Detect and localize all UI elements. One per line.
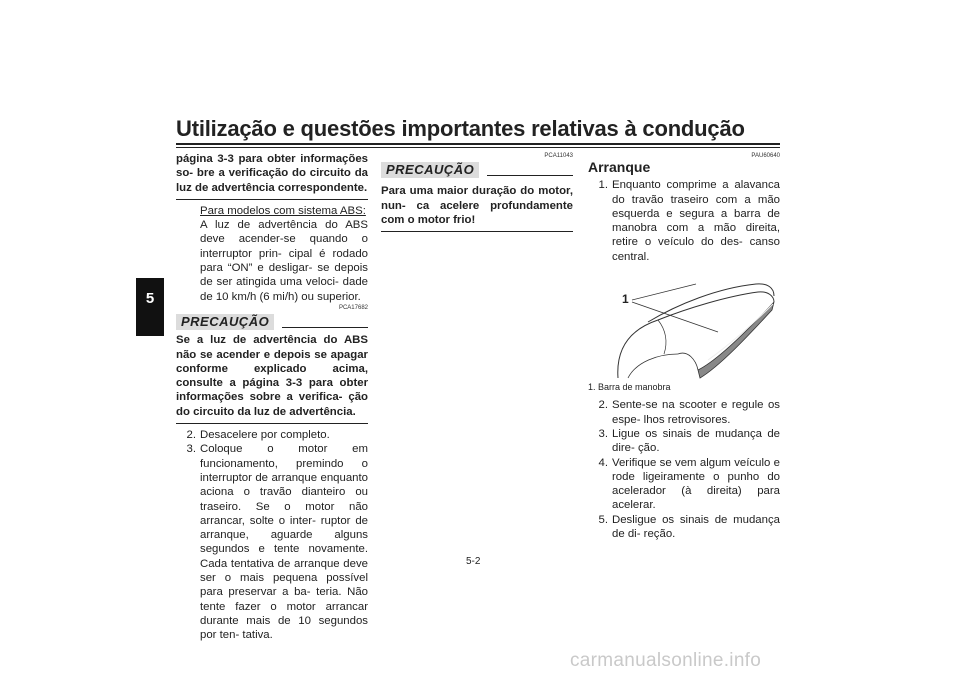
steps-list xyxy=(588,178,780,264)
title-rule-thick xyxy=(176,143,780,145)
caution-code: PCA17682 xyxy=(338,304,368,311)
scooter-seat-illustration xyxy=(588,270,780,380)
figure-caption: 1. Barra de manobra xyxy=(588,382,671,393)
list-item: 2. Desacelere por completo. xyxy=(186,429,330,442)
column-middle xyxy=(381,152,573,236)
caution-text: Para uma maior duração do motor, nun- ca acelere profundamente com o motor frio! xyxy=(381,185,573,226)
column-left xyxy=(176,152,368,643)
figure-scooter-grab-bar xyxy=(588,270,780,380)
list-item: 1. Enquanto comprime a alavanca do travão traseiro com a mão esquerda e segura a barra de manobra com a mão direita, retire o veículo do des- canso central. xyxy=(598,179,780,263)
steps-list xyxy=(588,398,780,541)
column-right xyxy=(588,152,780,541)
abs-text: A luz de advertência do ABS deve acender-se quando o interruptor prin- cipal é rodado para “ON” e desligar- se depois de ser atingida uma veloci- dade de 10 km/h (6 mi/h) ou superior. xyxy=(200,219,368,303)
steps-list xyxy=(176,428,368,642)
abs-heading: Para modelos com sistema ABS: xyxy=(200,204,366,217)
caution-header xyxy=(176,314,368,330)
divider xyxy=(176,423,368,424)
caution-header xyxy=(381,162,573,178)
intro-warning-text: página 3-3 para obter informações so- bre a verificação do circuito da luz de advertência correspondente. xyxy=(176,153,368,194)
caution-badge: PRECAUÇÃO xyxy=(176,314,274,330)
title-rule-thin xyxy=(176,147,780,148)
caution-text: Se a luz de advertência do ABS não se acender e depois se apagar conforme explicado acima, consulte a página 3-3 para obter informações sobre a verifica- ção do circuito da luz de advertência. xyxy=(176,334,368,418)
list-item: 3. Ligue os sinais de mudança de dire- ção. xyxy=(598,427,780,455)
caution-code: PCA11043 xyxy=(544,153,573,159)
chapter-tab: 5 xyxy=(136,278,164,336)
list-item: 5. Desligue os sinais de mudança de di- reção. xyxy=(598,513,780,541)
list-item: 4. Verifique se vem algum veículo e rode ligeiramente o punho do acelerador (à direita) para acelerar. xyxy=(598,456,780,512)
section-heading: Arranque xyxy=(588,159,651,175)
divider xyxy=(381,231,573,232)
list-item: 2. Sente-se na scooter e regule os espe- lhos retrovisores. xyxy=(598,399,780,426)
caution-badge: PRECAUÇÃO xyxy=(381,162,479,178)
figure-callout: 1 xyxy=(622,292,629,307)
section-code: PAU60640 xyxy=(751,153,780,159)
divider xyxy=(176,199,368,200)
page-title: Utilização e questões importantes relativas à condução xyxy=(176,116,745,141)
page-number: 5-2 xyxy=(466,556,481,567)
footer-watermark: carmanualsonline.info xyxy=(570,650,762,671)
list-item: 3. Coloque o motor em funcionamento, premindo o interruptor de arranque enquanto aciona o travão dianteiro ou traseiro. Se o motor não arrancar, solte o inter- ruptor de arranque, aguarde alguns segundos e tente novamente. Cada tentativa de arranque deve ser o mais pequena possível para preservar a ba- teria. Não tente fazer o motor arrancar durante mais de 10 segundos por ten- tativa. xyxy=(186,443,368,642)
